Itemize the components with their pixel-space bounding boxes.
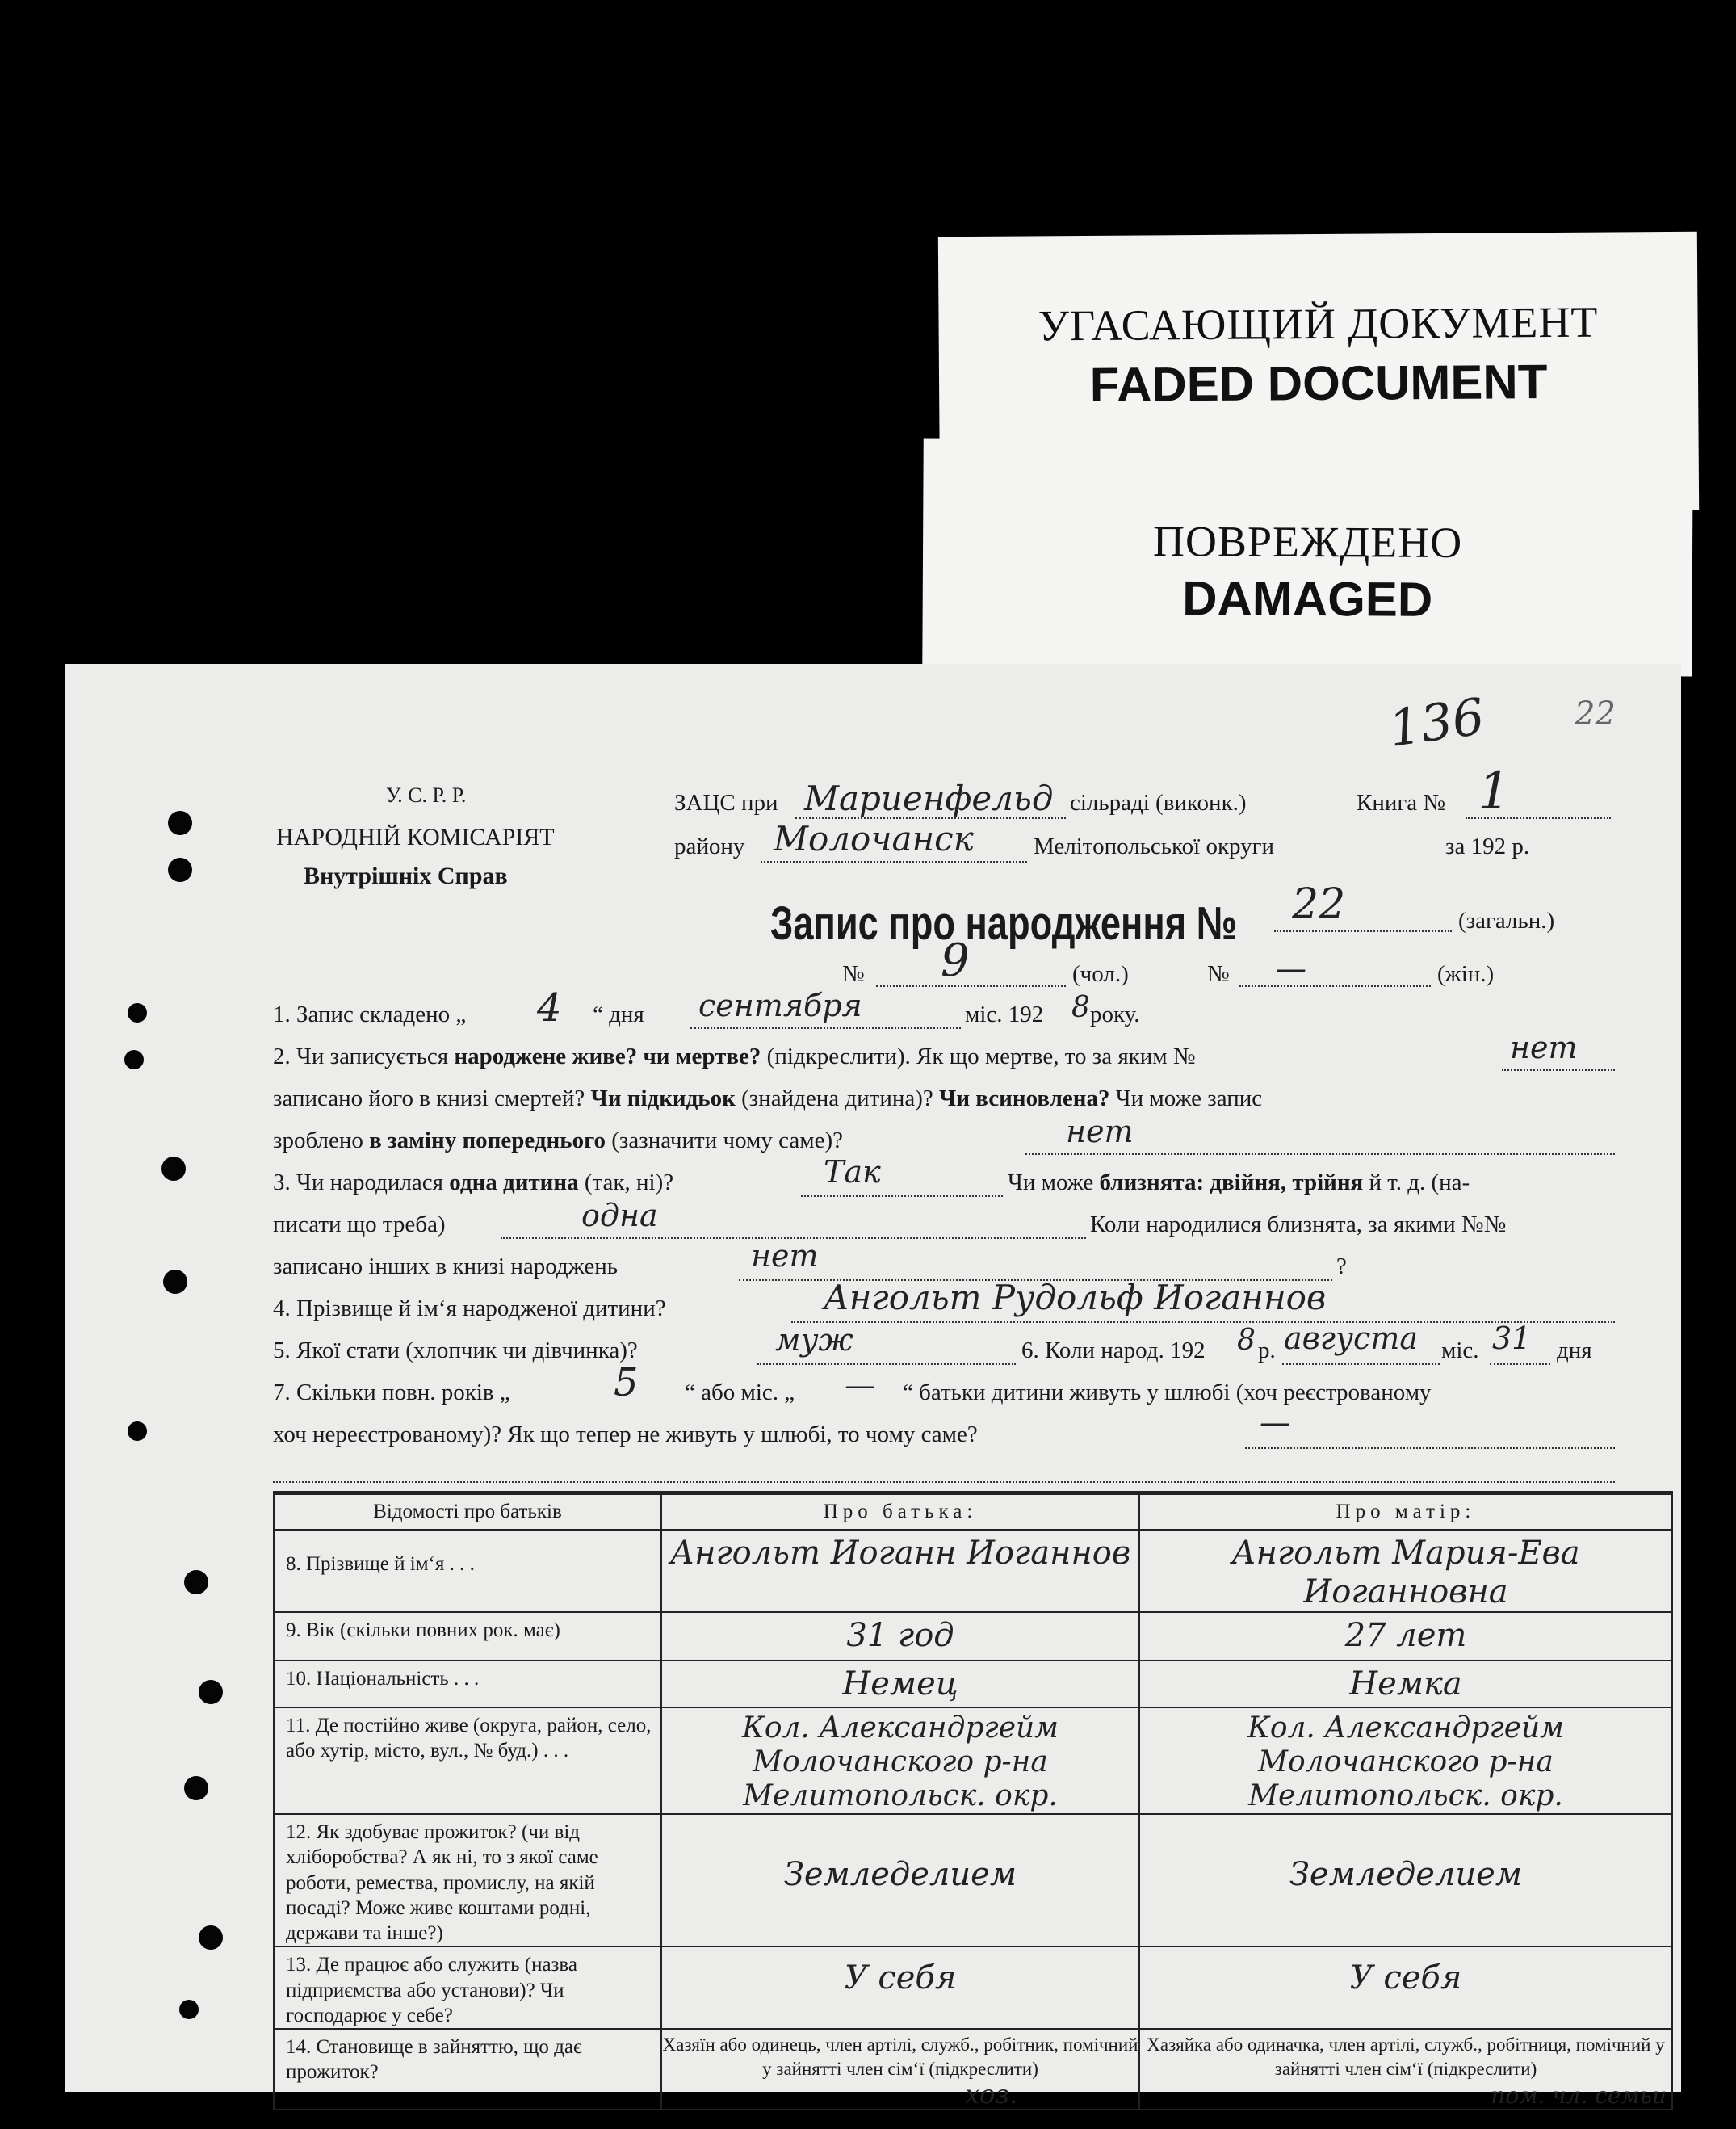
line6-suffix: Коли народилися близнята, за якими №№ — [1090, 1211, 1507, 1237]
mother-employment-value: пом. чл. семьи — [1491, 2082, 1667, 2109]
record-month: сентября — [698, 988, 862, 1023]
line8-prefix: 4. Прізвище й ім‘я народженої дитини? — [273, 1295, 666, 1321]
mother-nationality: Немка — [1139, 1661, 1672, 1707]
state-label: У. С. Р. Р. — [386, 783, 467, 807]
line10-prefix: 7. Скільки повн. років „ — [273, 1379, 510, 1405]
father-age: 31 год — [661, 1612, 1139, 1661]
table-row-label: 14. Становище в зайняттю, що дає прожиток? — [274, 2029, 661, 2110]
col-header-info: Відомості про батьків — [274, 1493, 661, 1531]
line9-prefix: 5. Якої стати (хлопчик чи дівчинка)? — [273, 1337, 638, 1363]
line4: зроблено в заміну попереднього (зазначити чому саме)? — [273, 1127, 843, 1153]
table-row-label: 11. Де постійно живе (округа, район, село, або хутір, місто, вул., № буд.) . . . — [274, 1707, 661, 1814]
record-title-text: Запис про народження № — [770, 897, 1238, 950]
record-number: 22 — [1292, 880, 1346, 929]
binder-hole — [184, 1776, 208, 1800]
binder-hole — [199, 1925, 223, 1950]
line9-day-suffix: дня — [1557, 1337, 1592, 1363]
marriage-months: — — [845, 1367, 875, 1403]
damaged-document-notice — [922, 439, 1693, 677]
department-label: Внутрішніх Справ — [304, 863, 508, 889]
mother-workplace: У себя — [1139, 1946, 1672, 2029]
father-name: Ангольт Иоганн Иоганнов — [661, 1530, 1139, 1612]
death-book-number: нет — [1510, 1030, 1578, 1065]
col-header-father: Про батька: — [661, 1493, 1139, 1531]
table-row-label: 10. Національність . . . — [274, 1661, 661, 1707]
line3: записано його в книзі смертей? Чи підкидьок (знайдена дитина)? Чи всиновлена? Чи може запис — [273, 1085, 1263, 1111]
district-label: району — [674, 834, 745, 859]
line1-year-suffix: року. — [1090, 1002, 1140, 1027]
faded-notice-en: FADED DOCUMENT — [1089, 355, 1548, 412]
faded-notice-ru: УГАСАЮЩИЙ ДОКУМЕНТ — [1038, 297, 1599, 351]
binder-hole — [128, 1421, 147, 1441]
birth-month: августа — [1284, 1321, 1418, 1356]
other-twins-value: нет — [751, 1238, 819, 1274]
binder-hole — [163, 1270, 187, 1294]
damaged-notice-en: DAMAGED — [1182, 571, 1433, 627]
zags-label: ЗАЦС при — [674, 790, 778, 816]
zags-value: Мариенфельд — [804, 779, 1054, 818]
line9-birth-prefix: 6. Коли народ. 192 — [1021, 1337, 1206, 1363]
line6-prefix: писати що треба) — [273, 1211, 446, 1237]
male-number-label: № — [842, 961, 865, 987]
parents-table — [273, 1491, 1673, 2110]
table-row-label: 12. Як здобуває прожиток? (чи від хліборобства? А як ні, то з якої саме роботи, ремества, промислу, на якій посаді? Може живе коштами родні, держави та інше?) — [274, 1814, 661, 1946]
line5-suffix: Чи може близнята: двійня, трійня й т. д. (на- — [1008, 1169, 1470, 1195]
child-sex: муж — [775, 1322, 853, 1358]
female-number-value: — — [1276, 951, 1306, 986]
father-workplace: У себя — [661, 1946, 1139, 2029]
year-label: за 192 р. — [1445, 834, 1530, 859]
line9-month-suffix: міс. — [1441, 1337, 1479, 1363]
line1-year-prefix: міс. 192 — [965, 1002, 1044, 1027]
father-employment-status: Хазяїн або одинець, член артілі, служб., робітник, помічний у зайнятті член сім‘ї (підкреслити) хоз. — [661, 2029, 1139, 2110]
replacement-value: нет — [1066, 1114, 1134, 1149]
line11-prefix: хоч нереєстрованому)? Як що тепер не живуть у шлюбі, то чому саме? — [273, 1421, 978, 1447]
binder-hole — [161, 1157, 186, 1181]
line1-prefix: 1. Запис складено „ — [273, 1002, 467, 1027]
binder-hole — [179, 2000, 199, 2019]
record-day: 4 — [537, 985, 562, 1031]
birth-year-digit: 8 — [1237, 1324, 1256, 1357]
page-number: 136 — [1385, 687, 1488, 758]
damaged-notice-ru: ПОВРЕЖДЕНО — [1152, 516, 1463, 568]
mother-age: 27 лет — [1139, 1612, 1672, 1661]
birth-record-page — [65, 664, 1681, 2110]
mother-name: Ангольт Мария-Ева Иоганновна — [1139, 1530, 1672, 1612]
book-label: Книга № — [1357, 790, 1446, 816]
binder-hole — [168, 858, 192, 882]
binder-hole — [199, 1680, 223, 1704]
binder-hole — [128, 1003, 147, 1023]
district-value: Молочанск — [774, 819, 974, 859]
female-number-label: № — [1207, 961, 1230, 987]
line7-prefix: записано інших в книзі народжень — [273, 1253, 618, 1279]
line2: 2. Чи записується народжене живе? чи мертве? (підкреслити). Як що мертве, то за яким № — [273, 1044, 1196, 1069]
line1-day-suffix: “ дня — [593, 1002, 644, 1027]
father-nationality: Немец — [661, 1661, 1139, 1707]
line10-suffix: “ батьки дитини живуть у шлюбі (хоч реєстрованому — [903, 1379, 1432, 1405]
page-number-secondary: 22 — [1575, 695, 1616, 733]
line7-suffix: ? — [1336, 1253, 1347, 1279]
binder-hole — [184, 1570, 208, 1594]
child-name: Ангольт Рудольф Иоганнов — [824, 1278, 1327, 1317]
marriage-years: 5 — [614, 1360, 639, 1405]
book-value: 1 — [1478, 762, 1511, 821]
father-livelihood: Земледелием — [661, 1814, 1139, 1946]
single-child-value: Так — [824, 1154, 881, 1190]
female-number-suffix: (жін.) — [1437, 961, 1495, 987]
binder-hole — [168, 811, 192, 835]
zags-suffix: сільраді (виконк.) — [1070, 790, 1247, 816]
mother-residence: Кол. Александргейм Молочанского р-на Мелитопольск. окр. — [1139, 1707, 1672, 1814]
commissariat-label: НАРОДНІЙ КОМІСАРІЯТ — [276, 824, 555, 850]
mother-livelihood: Земледелием — [1139, 1814, 1672, 1946]
okruga-label: Мелітопольської округи — [1034, 834, 1275, 859]
table-row-label: 13. Де працює або служить (назва підприємства або установи)? Чи господарює у себе? — [274, 1946, 661, 2029]
col-header-mother: Про матір: — [1139, 1493, 1672, 1531]
line5-prefix: 3. Чи народилася одна дитина (так, ні)? — [273, 1169, 674, 1195]
binder-hole — [124, 1050, 144, 1069]
record-title — [770, 897, 1237, 951]
table-row-label: 8. Прізвище й ім‘я . . . — [274, 1530, 661, 1612]
line9-year-suffix: р. — [1258, 1337, 1276, 1363]
record-number-suffix: (загальн.) — [1458, 908, 1555, 934]
mother-employment-status: Хазяйка або одиначка, член артілі, служб., робітниця, помічний у зайнятті член сім‘ї (підкреслити) пом. чл. семьи — [1139, 2029, 1672, 2110]
father-residence: Кол. Александргейм Молочанского р-на Мелитопольск. окр. — [661, 1707, 1139, 1814]
birth-day: 31 — [1492, 1321, 1532, 1356]
father-employment-value: хоз. — [965, 2079, 1017, 2110]
male-number-value: 9 — [941, 934, 970, 987]
line10-months-prefix: “ або міс. „ — [685, 1379, 795, 1405]
male-number-suffix: (чол.) — [1072, 961, 1129, 987]
record-year-digit: 8 — [1071, 991, 1090, 1024]
table-row-label: 9. Вік (скільки повних рок. має) — [274, 1612, 661, 1661]
twins-value: одна — [581, 1198, 658, 1233]
not-married-reason: — — [1260, 1405, 1290, 1440]
